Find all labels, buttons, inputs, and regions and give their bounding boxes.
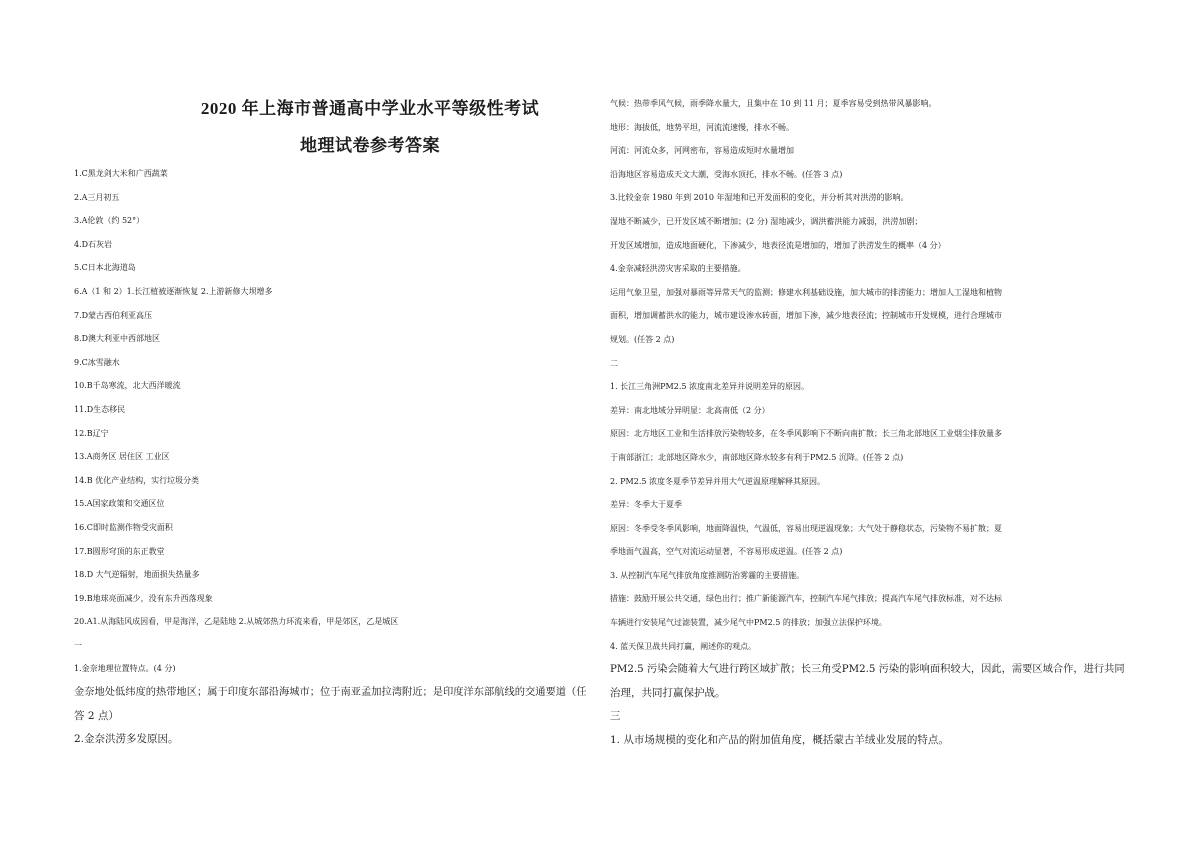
answer-line: 2. PM2.5 浓度冬夏季节差异并用大气逆温原理解释其原因。 (610, 476, 826, 486)
answer-line: 开发区域增加，造成地面硬化，下渗减少，地表径流是增加的，增加了洪涝发生的概率（4 分） (610, 240, 946, 250)
answer-line: 7.D蒙古西伯利亚高压 (74, 310, 153, 320)
answer-line: 9.C冰雪融水 (74, 357, 120, 367)
answer-line: 4. 蓝天保卫战共同打赢，阐述你的观点。 (610, 641, 757, 651)
answer-line: 3.A伦敦（约 52°） (74, 216, 145, 226)
answer-line: 1.C黑龙剑大米和广西蔬菜 (74, 169, 168, 178)
answer-line: 三 (610, 710, 621, 723)
answer-line: 差异：冬季大于夏季 (610, 500, 682, 510)
answer-line: 4.D石灰岩 (74, 239, 113, 249)
answer-line: 12.B辽宁 (74, 428, 109, 438)
answer-line: 车辆进行安装尾气过滤装置，减少尾气中PM2.5 的排放；加强立法保护环境。 (610, 618, 887, 628)
answer-line: 原因：冬季受冬季风影响，地面降温快，气温低，容易出现逆温现象；大气处于静稳状态，污染物不易扩散；夏 (610, 523, 1002, 533)
answer-line: 17.B圆形穹顶的东正教堂 (74, 546, 165, 556)
answer-line: 措施：鼓励开展公共交通，绿色出行；推广新能源汽车，控制汽车尾气排放；提高汽车尾气排放标准，对不达标 (610, 594, 1002, 604)
answer-line: 2.金奈洪涝多发原因。 (74, 733, 179, 746)
answer-line: 气候：热带季风气候，雨季降水量大，且集中在 10 到 11 月；夏季容易受到热带风暴影响。 (610, 99, 937, 108)
answer-line: 差异：南北地域分异明显：北高南低（2 分） (610, 405, 770, 415)
answer-line: 面积，增加调蓄洪水的能力，城市建设渗水砖面，增加下渗，减少地表径流；控制城市开发规模，进行合理城市 (610, 311, 1002, 321)
answer-line: 运用气象卫星，加强对暴雨等异常天气的监测；修建水利基础设施，加大城市的排涝能力；增加人工湿地和植物 (610, 287, 1002, 297)
answer-line: 14.B 优化产业结构，实行垃圾分类 (74, 475, 200, 485)
answer-line: 地形：海拔低，地势平坦，河流流速慢，排水不畅。 (610, 122, 794, 132)
answer-line: 18.D 大气逆辐射，地面损失热量多 (74, 570, 200, 580)
answer-line: 5.C日本北海道岛 (74, 263, 136, 273)
answer-line: PM2.5 污染会随着大气进行跨区域扩散；长三角受PM2.5 污染的影响面积较大，因此，需要区域合作，进行共同 (610, 663, 1125, 676)
right-answer-list (610, 92, 1125, 753)
page-title: 2020 年上海市普通高中学业水平等级性考试 (200, 99, 540, 118)
answer-line: 答 2 点） (74, 709, 119, 722)
answer-line: 二 (610, 358, 618, 368)
answer-line: 4.金奈减轻洪涝灾害采取的主要措施。 (610, 264, 746, 274)
answer-line: 原因：北方地区工业和生活排放污染物较多，在冬季风影响下不断向南扩散；长三角北部地区工业烟尘排放量多 (610, 429, 1002, 439)
answer-line: 11.D生态移民 (74, 404, 126, 414)
answer-line: 3.比较金奈 1980 年到 2010 年湿地和已开发面积的变化，并分析其对洪涝的影响。 (610, 193, 909, 203)
answer-line: 金奈地处低纬度的热带地区；属于印度东部沿海城市；位于南亚孟加拉湾附近；是印度洋东部航线的交通要道（任 (74, 686, 587, 699)
answer-line: 3. 从控制汽车尾气排放角度推测防治雾霾的主要措施。 (610, 570, 805, 580)
answer-line: 1. 长江三角洲PM2.5 浓度南北差异并说明差异的原因。 (610, 382, 810, 392)
answer-line: 1. 从市场规模的变化和产品的附加值角度，概括蒙古羊绒业发展的特点。 (610, 734, 949, 747)
answer-line: 6.A（1 和 2）1.长江植被逐渐恢复 2.上游新修大坝增多 (74, 286, 273, 296)
answer-line: 8.D澳大利亚中西部地区 (74, 334, 161, 344)
answer-line: 2.A三月初五 (74, 192, 120, 202)
left-answer-list (74, 162, 587, 752)
answer-line: 10.B千岛寒流，北大西洋暖流 (74, 381, 181, 391)
answer-line: 季地面气温高，空气对流运动显著，不容易形成逆温。(任答 2 点) (610, 547, 843, 557)
answer-line: 16.C即时监测作物受灾面积 (74, 522, 173, 532)
answer-line: 河流：河流众多，河网密布，容易造成短时水量增加 (610, 146, 794, 156)
answer-line: 治理，共同打赢保护战。 (610, 686, 726, 699)
answer-line: 1.金奈地理位置特点。(4 分) (74, 664, 176, 674)
answer-line: 一 (74, 640, 82, 650)
answer-line: 规划。(任答 2 点) (610, 334, 675, 344)
answer-line: 20.A1.从海陆风成因看，甲是海洋，乙是陆地 2.从城郊热力环流来看，甲是郊区，乙是城区 (74, 617, 399, 627)
answer-line: 沿海地区容易造成天文大潮，受海水顶托，排水不畅。(任答 3 点) (610, 169, 843, 179)
answer-line: 于南部浙江；北部地区降水少，南部地区降水较多有利于PM2.5 沉降。(任答 2 点) (610, 452, 904, 462)
answer-line: 15.A国家政策和交通区位 (74, 499, 165, 509)
page-subtitle: 地理试卷参考答案 (300, 136, 440, 155)
answer-line: 13.A商务区 居住区 工业区 (74, 452, 170, 462)
answer-line: 湿地不断减少，已开发区域不断增加；(2 分) 湿地减少，调洪蓄洪能力减弱，洪涝加剧； (610, 216, 923, 226)
answer-line: 19.B地球亮面减少，没有东升西落现象 (74, 593, 213, 603)
